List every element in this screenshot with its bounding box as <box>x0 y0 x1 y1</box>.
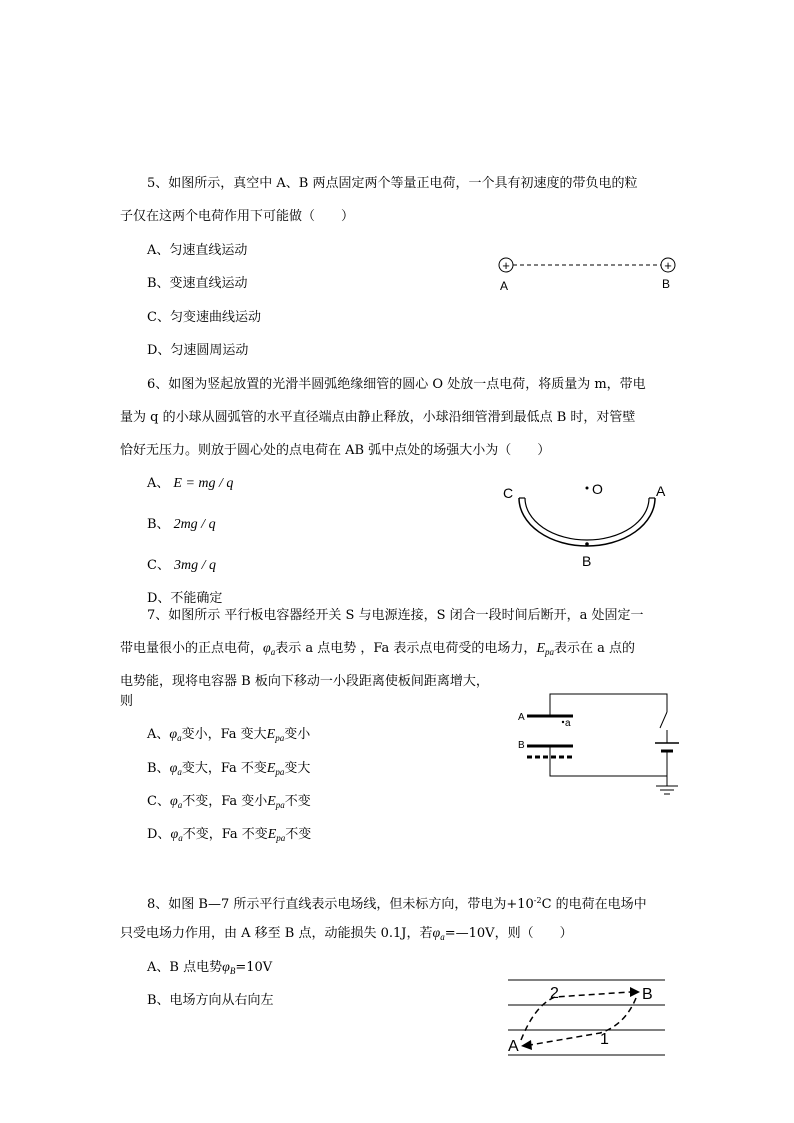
q8-option-a: A、B 点电势$\varphi_B=10V$ <box>147 960 273 976</box>
q6-stem-line2: 量为 q 的小球从圆弧管的水平直径端点由静止释放，小球沿细管滑到最低点 B 时，对管壁 <box>120 410 636 425</box>
q7-option-c: C、$\varphi_a$不变，Fa 变小$E_{pa}$不变 <box>147 794 311 810</box>
q7-label-a: A <box>518 712 525 723</box>
q8-label-a: A <box>508 1038 519 1055</box>
q5-stem-line2: 子仅在这两个电荷作用下可能做（ ） <box>120 209 355 224</box>
q5-option-d: D、匀速圆周运动 <box>147 343 249 358</box>
phi-a-symbol: φ <box>263 641 271 656</box>
q5-option-b: B、变速直线运动 <box>147 276 248 291</box>
q5-charge-a-plus: + <box>502 258 510 273</box>
q7-option-d: D、$\varphi_a$不变，Fa 不变$E_{pa}$不变 <box>147 827 312 843</box>
q7-label-small-a: a <box>565 718 571 729</box>
phi-a-symbol: φ <box>432 926 441 941</box>
q8-arrowhead-a <box>521 1040 532 1050</box>
q8-stem-line2: 只受电场力作用，由 A 移至 B 点，动能损失 0.1J，若$\varphi_a=—10V$，则（ ） <box>120 926 573 942</box>
q5-option-c: C、匀变速曲线运动 <box>147 310 261 325</box>
epa-symbol: E <box>536 641 545 656</box>
q6-option-c: C、 3mg / q <box>147 558 216 573</box>
q8-option-b: B、电场方向从右向左 <box>147 993 274 1008</box>
q8-arrowhead-b <box>630 987 640 997</box>
q8-label-b: B <box>642 986 653 1003</box>
q6-stem-line3: 恰好无压力。则放于圆心处的点电荷在 AB 弧中点处的场强大小为（ ） <box>120 443 551 458</box>
q6-label-o: O <box>592 481 603 497</box>
q5-option-a: A、匀速直线运动 <box>147 243 248 258</box>
q7-label-b: B <box>518 740 525 751</box>
q6-option-c-formula: 3mg / q <box>173 558 216 573</box>
q6-option-a-formula: E = mg / q <box>173 476 234 491</box>
q6-option-a: A、 E = mg / q <box>147 476 234 491</box>
q8-label-1: 1 <box>600 1031 609 1048</box>
q6-stem-line1: 6、如图为竖起放置的光滑半圆弧绝缘细管的圆心 O 处放一点电荷，将质量为 m，带电 <box>147 377 646 392</box>
q8-label-2: 2 <box>550 985 559 1002</box>
q6-label-c: C <box>503 485 514 501</box>
q7-stem-line3: 电势能，现将电容器 B 板向下移动一小段距离使板间距离增大， <box>120 674 489 689</box>
q6-option-d: D、不能确定 <box>147 591 223 606</box>
q7-stem-line1: 7、如图所示 平行板电容器经开关 S 与电源连接，S 闭合一段时间后断开，a 处固定一 <box>147 608 644 623</box>
q8-path-a-2-b <box>521 992 630 1040</box>
q6-label-a: A <box>656 483 666 499</box>
q6-option-b: B、 2mg / q <box>147 517 216 532</box>
q5-label-a: A <box>500 279 509 293</box>
q7-stem-line4: 则 <box>120 694 134 709</box>
q5-charge-b-plus: + <box>664 258 672 273</box>
q6-option-b-formula: 2mg / q <box>173 517 216 532</box>
q7-option-b: B、$\varphi_a$变大，Fa 不变$E_{pa}$变大 <box>147 761 311 777</box>
q5-stem-line1: 5、如图所示，真空中 A、B 两点固定两个等量正电荷，一个具有初速度的带负电的粒 <box>147 176 638 191</box>
q6-label-b: B <box>582 553 592 569</box>
q5-label-b: B <box>662 277 671 291</box>
q7-stem-line2: 带电量很小的正点电荷，$\varphi_a$表示 a 点电势 ，Fa 表示点电荷受的电场力，$E_{pa}$表示在 a 点的 <box>120 641 636 657</box>
q7-option-a: A、$\varphi_a$变小，Fa 变大$E_{pa}$变小 <box>147 727 311 743</box>
q8-stem-line1: 8、如图 B—7 所示平行直线表示电场线，但未标方向，带电为$+10^{-2}C$ 的电荷在电场中 <box>147 896 647 912</box>
